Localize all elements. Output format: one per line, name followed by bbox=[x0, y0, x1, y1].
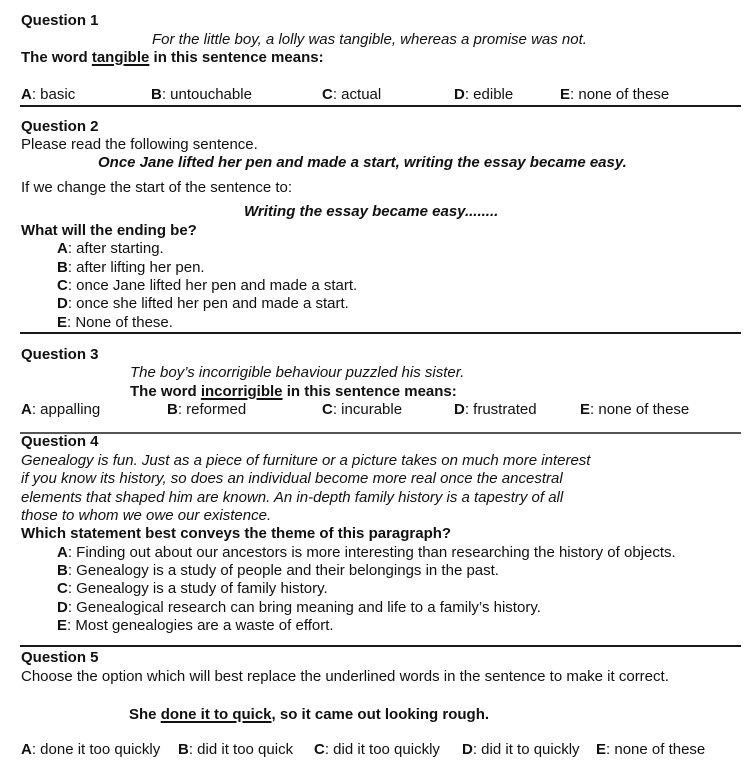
option-letter: E bbox=[560, 86, 571, 103]
divider bbox=[20, 432, 741, 434]
q5-option-e[interactable] bbox=[596, 741, 705, 759]
question-3-sentence: The boy’s incorrigible behaviour puzzled his sister. bbox=[130, 364, 465, 381]
prompt-text: The word bbox=[21, 49, 92, 66]
option-letter: A bbox=[21, 741, 32, 758]
option-letter: A bbox=[57, 240, 68, 257]
option-text: : appalling bbox=[31, 401, 101, 418]
option-letter: B bbox=[57, 259, 68, 276]
prompt-text: in this sentence means: bbox=[282, 383, 457, 400]
option-text: : Most genealogies are a waste of effort. bbox=[67, 617, 334, 634]
question-4-paragraph-line: elements that shaped him are known. An in-depth family history is a tapestry of all bbox=[21, 489, 564, 506]
question-1-title: Question 1 bbox=[21, 12, 99, 29]
question-5-sentence bbox=[129, 706, 489, 724]
q3-option-a[interactable] bbox=[21, 401, 100, 419]
q2-option-c[interactable] bbox=[57, 277, 357, 295]
option-letter: A bbox=[57, 544, 68, 561]
question-2-new-start: Writing the essay became easy........ bbox=[244, 203, 499, 220]
q4-option-b[interactable] bbox=[57, 562, 499, 580]
q4-option-d[interactable] bbox=[57, 599, 541, 617]
option-text: : reformed bbox=[177, 401, 247, 418]
option-text: : once Jane lifted her pen and made a start. bbox=[67, 277, 358, 294]
option-letter: C bbox=[314, 741, 325, 758]
divider bbox=[20, 645, 741, 647]
option-text: : none of these bbox=[606, 741, 706, 758]
option-text: : did it too quick bbox=[188, 741, 294, 758]
q1-option-c[interactable] bbox=[322, 86, 381, 104]
q3-option-d[interactable] bbox=[454, 401, 537, 419]
option-letter: B bbox=[178, 741, 189, 758]
option-text: : none of these bbox=[570, 86, 670, 103]
question-1-sentence: For the little boy, a lolly was tangible, whereas a promise was not. bbox=[152, 31, 587, 48]
option-text: : Genealogy is a study of people and their belongings in the past. bbox=[67, 562, 499, 579]
question-4-paragraph-line: if you know its history, so does an individual become more real once the ancestral bbox=[21, 470, 563, 487]
q4-option-c[interactable] bbox=[57, 580, 328, 598]
option-text: : once she lifted her pen and made a start. bbox=[67, 295, 349, 312]
question-4-prompt: Which statement best conveys the theme of this paragraph? bbox=[21, 525, 452, 542]
q2-option-b[interactable] bbox=[57, 259, 205, 277]
q3-option-b[interactable] bbox=[167, 401, 246, 419]
option-text: : after lifting her pen. bbox=[67, 259, 205, 276]
q4-option-e[interactable] bbox=[57, 617, 334, 635]
question-1-prompt bbox=[21, 49, 324, 67]
option-letter: D bbox=[57, 295, 68, 312]
option-text: : frustrated bbox=[464, 401, 537, 418]
underlined-phrase: done it to quick bbox=[160, 706, 272, 723]
option-letter: D bbox=[454, 401, 465, 418]
option-letter: E bbox=[57, 314, 68, 331]
question-4-paragraph-line: Genealogy is fun. Just as a piece of furniture or a picture takes on much more interest bbox=[21, 452, 591, 469]
option-text: : incurable bbox=[332, 401, 403, 418]
option-text: : None of these. bbox=[67, 314, 173, 331]
option-letter: D bbox=[462, 741, 473, 758]
option-letter: A bbox=[21, 86, 32, 103]
underlined-word: incorrigible bbox=[200, 383, 283, 400]
option-text: : actual bbox=[332, 86, 382, 103]
q1-option-e[interactable] bbox=[560, 86, 669, 104]
question-2-change: If we change the start of the sentence to: bbox=[21, 179, 293, 196]
q1-option-d[interactable] bbox=[454, 86, 513, 104]
option-text: : did it too quickly bbox=[324, 741, 440, 758]
question-3-title: Question 3 bbox=[21, 346, 99, 363]
option-letter: C bbox=[322, 86, 333, 103]
option-text: : basic bbox=[31, 86, 76, 103]
divider bbox=[20, 105, 741, 107]
q5-option-b[interactable] bbox=[178, 741, 293, 759]
option-letter: C bbox=[322, 401, 333, 418]
option-letter: D bbox=[57, 599, 68, 616]
question-4-paragraph-line: those to whom we owe our existence. bbox=[21, 507, 272, 524]
option-text: : edible bbox=[464, 86, 514, 103]
q2-option-a[interactable] bbox=[57, 240, 164, 258]
q2-option-e[interactable] bbox=[57, 314, 173, 332]
option-letter: E bbox=[596, 741, 607, 758]
option-letter: E bbox=[57, 617, 68, 634]
option-letter: B bbox=[167, 401, 178, 418]
option-text: : did it to quickly bbox=[472, 741, 580, 758]
option-text: : none of these bbox=[590, 401, 690, 418]
underlined-word: tangible bbox=[91, 49, 150, 66]
option-text: : after starting. bbox=[67, 240, 164, 257]
q1-option-b[interactable] bbox=[151, 86, 252, 104]
option-text: : Finding out about our ancestors is more interesting than researching the history of objects. bbox=[67, 544, 676, 561]
option-letter: A bbox=[21, 401, 32, 418]
sentence-text: , so it came out looking rough. bbox=[271, 706, 490, 723]
q5-option-c[interactable] bbox=[314, 741, 440, 759]
option-letter: B bbox=[57, 562, 68, 579]
question-5-instruction: Choose the option which will best replace the underlined words in the sentence to make it correct. bbox=[21, 668, 669, 685]
prompt-text: in this sentence means: bbox=[149, 49, 324, 66]
question-2-title: Question 2 bbox=[21, 118, 99, 135]
q4-option-a[interactable] bbox=[57, 544, 676, 562]
question-4-title: Question 4 bbox=[21, 433, 99, 450]
divider bbox=[20, 332, 741, 334]
question-2-sentence: Once Jane lifted her pen and made a start, writing the essay became easy. bbox=[98, 154, 627, 171]
q1-option-a[interactable] bbox=[21, 86, 75, 104]
q3-option-c[interactable] bbox=[322, 401, 402, 419]
option-text: : Genealogy is a study of family history. bbox=[67, 580, 328, 597]
q5-option-a[interactable] bbox=[21, 741, 160, 759]
q5-option-d[interactable] bbox=[462, 741, 580, 759]
option-text: : done it too quickly bbox=[31, 741, 161, 758]
q2-option-d[interactable] bbox=[57, 295, 349, 313]
option-letter: B bbox=[151, 86, 162, 103]
prompt-text: The word bbox=[130, 383, 201, 400]
question-3-prompt bbox=[130, 383, 457, 401]
q3-option-e[interactable] bbox=[580, 401, 689, 419]
question-5-title: Question 5 bbox=[21, 649, 99, 666]
question-2-intro: Please read the following sentence. bbox=[21, 136, 258, 153]
question-2-prompt: What will the ending be? bbox=[21, 222, 197, 239]
option-letter: D bbox=[454, 86, 465, 103]
option-text: : untouchable bbox=[161, 86, 252, 103]
option-letter: C bbox=[57, 277, 68, 294]
option-letter: E bbox=[580, 401, 591, 418]
option-letter: C bbox=[57, 580, 68, 597]
option-text: : Genealogical research can bring meaning and life to a family’s history. bbox=[67, 599, 541, 616]
sentence-text: She bbox=[129, 706, 161, 723]
